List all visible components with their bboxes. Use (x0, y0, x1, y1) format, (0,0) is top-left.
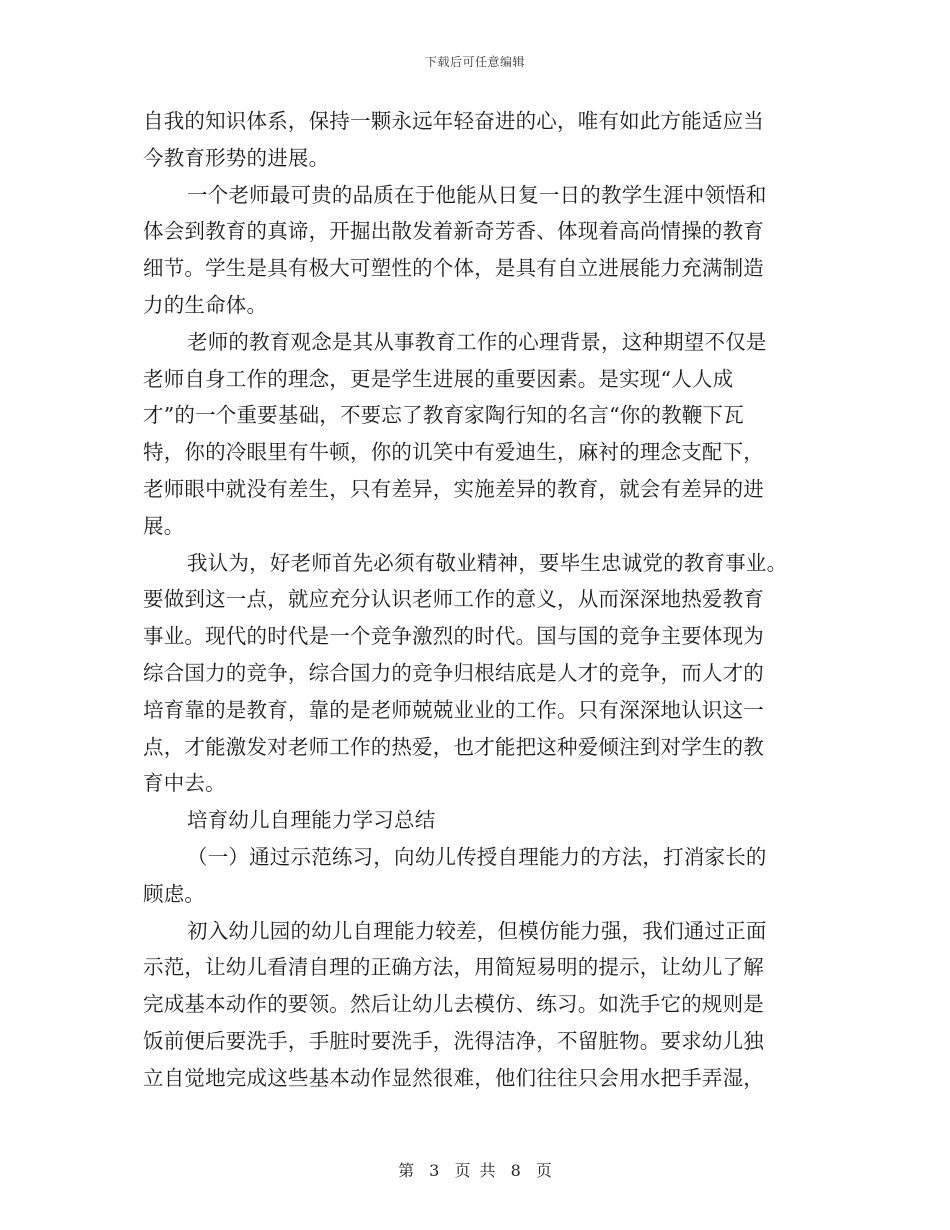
text-line: 自我的知识体系，保持一颗永远年轻奋进的心，唯有如此方能适应当 (143, 109, 764, 133)
text-line: 培育靠的是教育，靠的是老师兢兢业业的工作。只有深深地认识这一 (143, 697, 764, 722)
text-line: 饭前便后要洗手，手脏时要洗手，洗得洁净，不留脏物。要求幼儿独 (143, 1028, 764, 1053)
text-line: 要做到这一点，就应充分认识老师工作的意义，从而深深地热爱教育 (143, 587, 764, 612)
page-footer (0, 1158, 950, 1181)
text-line: （一）通过示范练习，向幼儿传授自理能力的方法，打消家长的 (187, 844, 767, 869)
text-line: 综合国力的竞争，综合国力的竞争归根结底是人才的竞争，而人才的 (143, 660, 764, 685)
text-line: 老师自身工作的理念，更是学生进展的重要因素。是实现“人人成 (143, 366, 734, 391)
header-note: 下载后可任意编辑 (424, 55, 525, 69)
body-text (143, 103, 803, 1097)
text-line: 我认为，好老师首先必须有敬业精神，要毕生忠诚党的教育事业。 (187, 550, 788, 575)
text-line: 细节。学生是具有极大可塑性的个体，是具有自立进展能力充满制造 (143, 256, 764, 281)
text-line: 示范，让幼儿看清自理的正确方法，用简短易明的提示，让幼儿了解 (143, 955, 764, 980)
text-line: 点，才能激发对老师工作的热爱，也才能把这种爱倾注到对学生的教 (143, 734, 764, 759)
text-line: 初入幼儿园的幼儿自理能力较差，但模仿能力强，我们通过正面 (187, 918, 767, 943)
text-line: 事业。现代的时代是一个竞争激烈的时代。国与国的竞争主要体现为 (143, 624, 764, 649)
text-line: 力的生命体。 (143, 292, 268, 317)
footer-middle: 页 共 (454, 1161, 496, 1180)
total-pages-number: 8 (510, 1161, 521, 1180)
footer-suffix: 页 (535, 1161, 552, 1180)
text-line: 完成基本动作的要领。然后让幼儿去模仿、练习。如洗手它的规则是 (143, 992, 764, 1017)
text-line: 才”的一个重要基础，不要忘了教育家陶行知的名言“你的教鞭下瓦 (143, 403, 744, 428)
text-line: 顾虑。 (143, 881, 206, 906)
footer-prefix: 第 (398, 1161, 415, 1180)
text-line: 老师的教育观念是其从事教育工作的心理背景，这种期望不仅是 (187, 329, 767, 354)
text-line: 老师眼中就没有差生，只有差异，实施差异的教育，就会有差异的进 (143, 476, 764, 501)
text-line: 立自觉地完成这些基本动作显然很难，他们往往只会用水把手弄湿， (143, 1065, 764, 1090)
text-line: 培育幼儿自理能力学习总结 (187, 808, 436, 833)
text-line: 展。 (143, 513, 185, 538)
text-line: 体会到教育的真谛，开掘出散发着新奇芳香、体现着高尚情操的教育 (143, 219, 764, 244)
current-page-number: 3 (429, 1161, 440, 1180)
text-line: 育中去。 (143, 771, 226, 796)
text-line: 今教育形势的进展。 (143, 145, 330, 170)
text-line: 特，你的冷眼里有牛顿，你的讥笑中有爱迪生，麻衬的理念支配下， (143, 440, 764, 465)
text-line: 一个老师最可贵的品质在于他能从日复一日的教学生涯中领悟和 (187, 182, 767, 207)
